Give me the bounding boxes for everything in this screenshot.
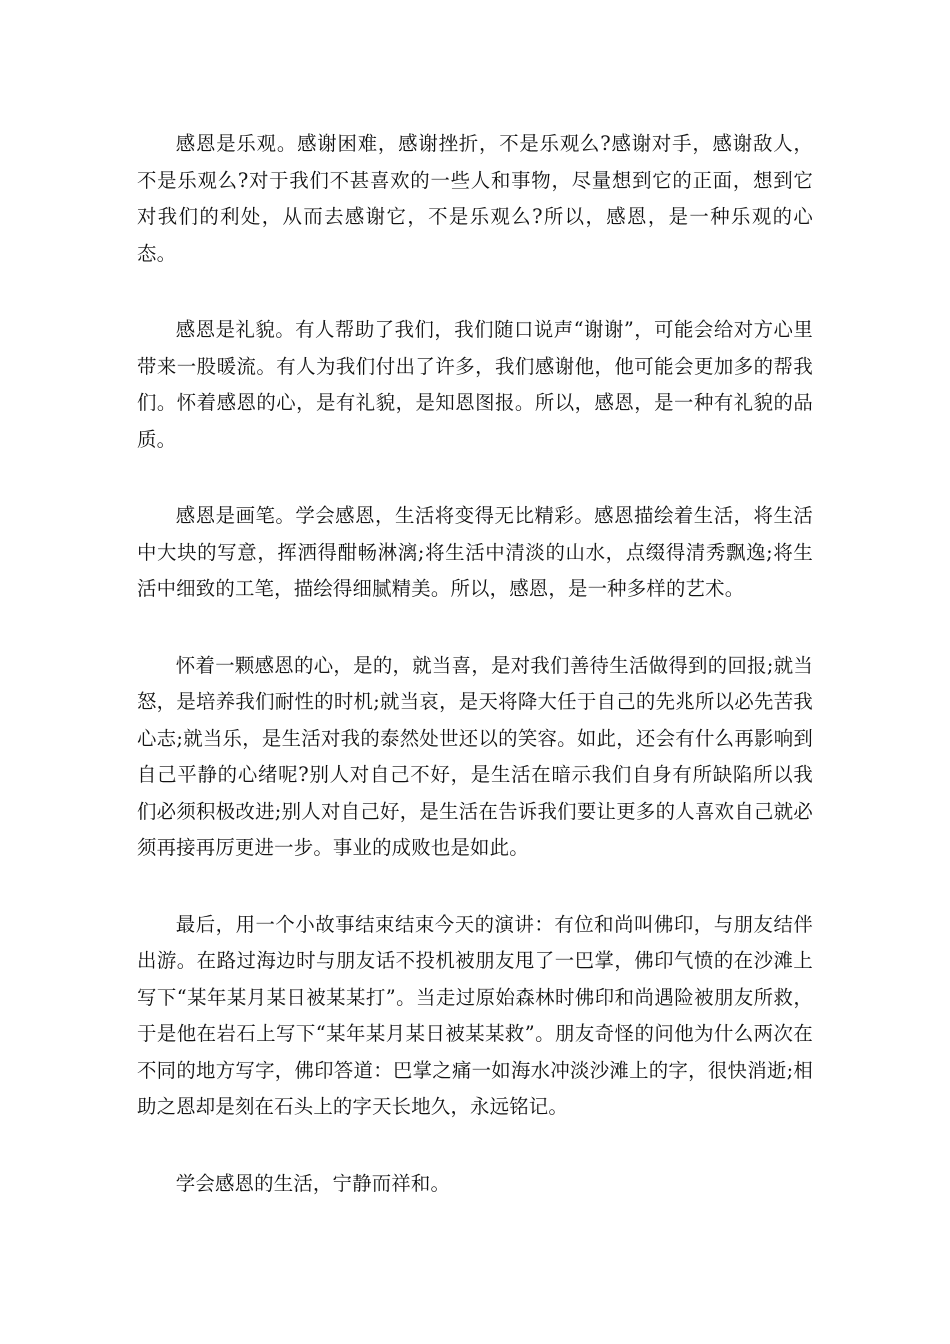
paragraph-paintbrush: 感恩是画笔。学会感恩，生活将变得无比精彩。感恩描绘着生活，将生活中大块的写意，挥洒得酣畅淋漓;将生活中清淡的山水，点缀得清秀飘逸;将生活中细致的工笔，描绘得细腻精美。所以，感恩，是一种多样的艺术。 [137, 504, 813, 600]
paragraph-closing: 学会感恩的生活，宁静而祥和。 [175, 1171, 451, 1195]
paragraph-optimism: 感恩是乐观。感谢困难，感谢挫折，不是乐观么?感谢对手，感谢敌人，不是乐观么?对于我们不甚喜欢的一些人和事物，尽量想到它的正面，想到它对我们的利处，从而去感谢它，不是乐观么?所以，感恩，是一种乐观的心态。 [137, 132, 813, 265]
paragraph-courtesy: 感恩是礼貌。有人帮助了我们，我们随口说声“谢谢”，可能会给对方心里带来一股暖流。有人为我们付出了许多，我们感谢他，他可能会更加多的帮我们。怀着感恩的心，是有礼貌，是知恩图报。所以，感恩，是一种有礼貌的品质。 [137, 318, 813, 451]
document-body [137, 126, 813, 1242]
paragraph-story: 最后，用一个小故事结束结束今天的演讲：有位和尚叫佛印，与朋友结伴出游。在路过海边时与朋友话不投机被朋友甩了一巴掌，佛印气愤的在沙滩上写下“某年某月某日被某某打”。当走过原始森林时佛印和尚遇险被朋友所救，于是他在岩石上写下“某年某月某日被某某救”。朋友奇怪的问他为什么两次在不同的地方写字，佛印答道：巴掌之痛一如海水冲淡沙滩上的字，很快消逝;相助之恩却是刻在石头上的字天长地久，永远铭记。 [137, 912, 813, 1118]
paragraph-grateful-heart: 怀着一颗感恩的心，是的，就当喜，是对我们善待生活做得到的回报;就当怒，是培养我们耐性的时机;就当哀，是天将降大任于自己的先兆所以必先苦我心志;就当乐，是生活对我的泰然处世还以的笑容。如此，还会有什么再影响到自己平静的心绪呢?别人对自己不好，是生活在暗示我们自身有所缺陷所以我们必须积极改进;别人对自己好，是生活在告诉我们要让更多的人喜欢自己就必须再接再厉更进一步。事业的成败也是如此。 [137, 653, 813, 859]
